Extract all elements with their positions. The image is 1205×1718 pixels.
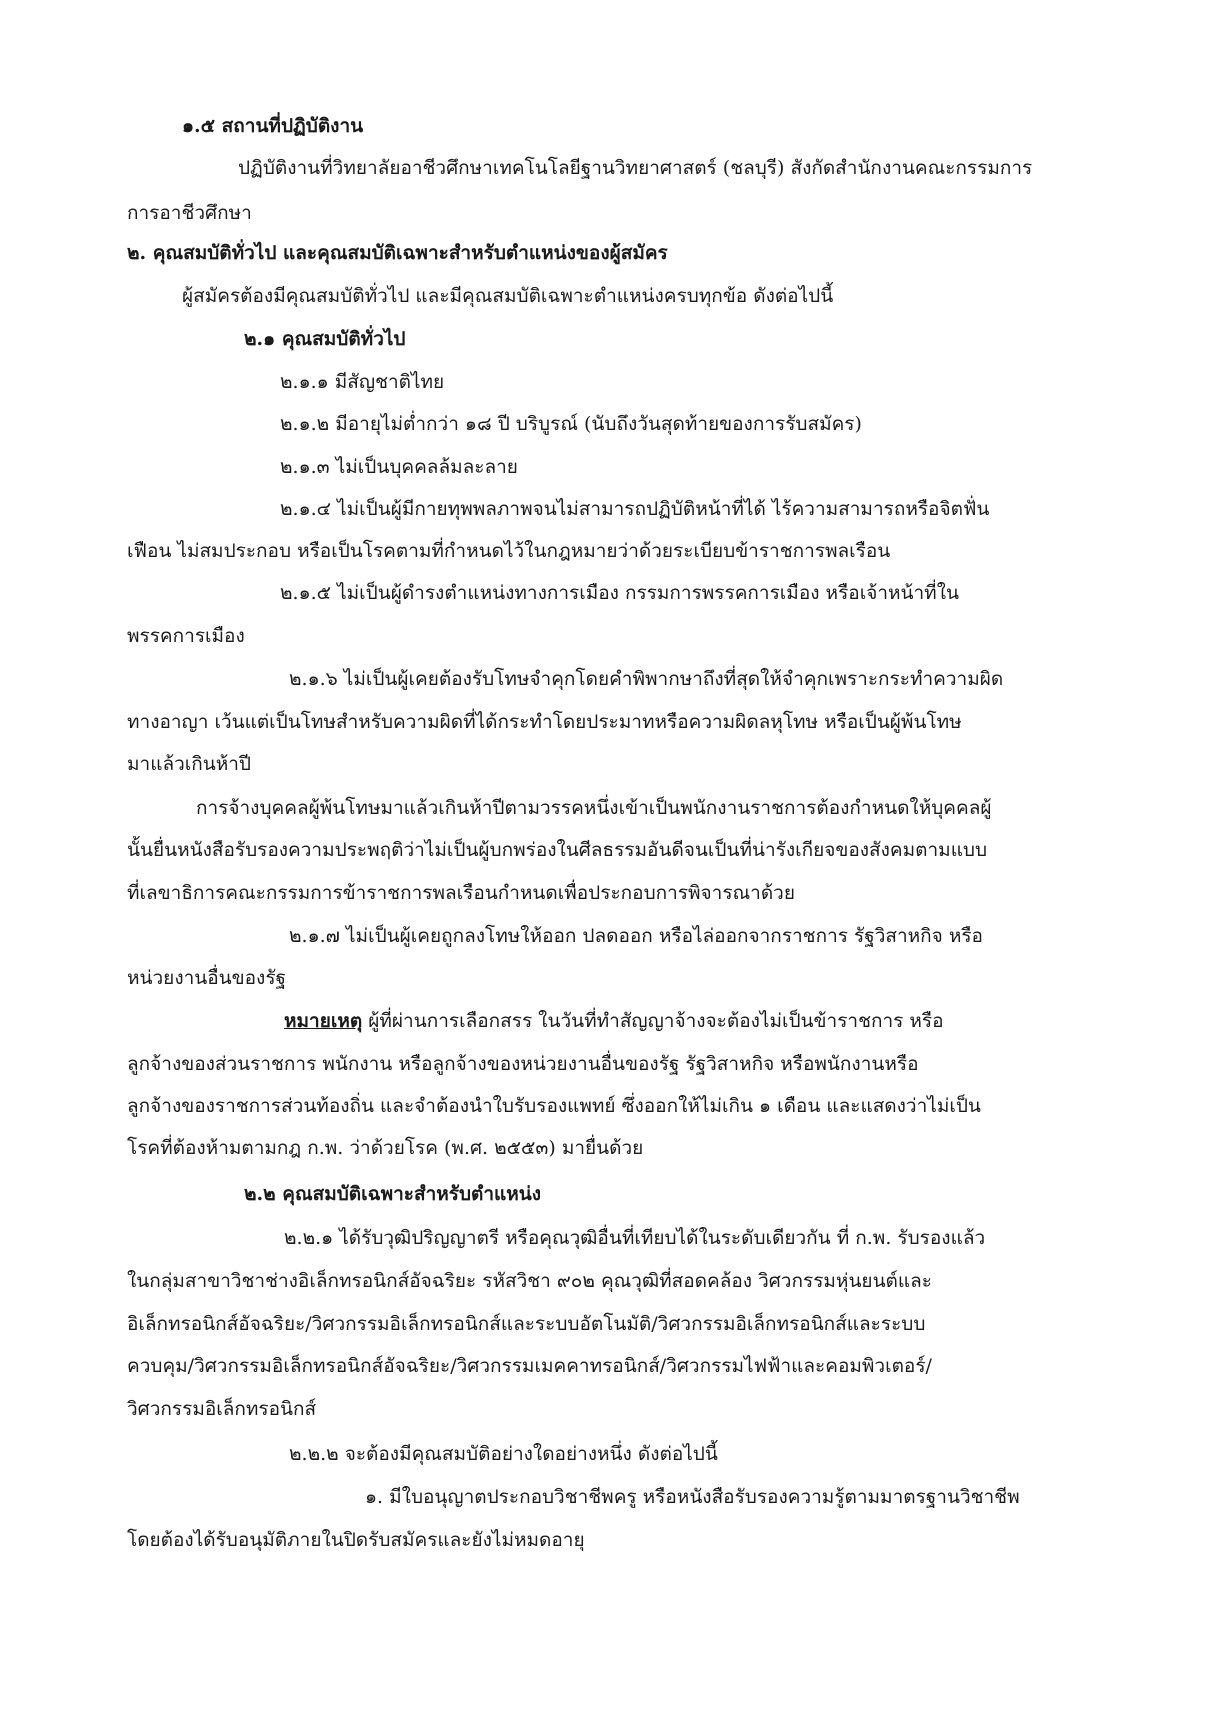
item-2-2-1-line-2: ในกลุ่มสาขาวิชาช่างอิเล็กทรอนิกส์อัจฉริยะ รหัสวิชา ๙๐๒ คุณวุฒิที่สอดคล้อง วิศวกรรมหุ่นยนต์และ <box>127 1270 932 1292</box>
item-2-2-1-line-1: ๒.๒.๑ ได้รับวุฒิปริญญาตรี หรือคุณวุฒิอื่นที่เทียบได้ในระดับเดียวกัน ที่ ก.พ. รับรองแล้ว <box>284 1227 986 1249</box>
item-2-1-6-line-3: มาแล้วเกินห้าปี <box>127 753 251 775</box>
item-2-1-6-line-1: ๒.๑.๖ ไม่เป็นผู้เคยต้องรับโทษจำคุกโดยคำพิพากษาถึงที่สุดให้จำคุกเพราะกระทำความผิด <box>289 668 1004 690</box>
item-2-1-6-line-2: ทางอาญา เว้นแต่เป็นโทษสำหรับความผิดที่ได้กระทำโดยประมาทหรือความผิดลหุโทษ หรือเป็นผู้พ้นโทษ <box>127 711 962 733</box>
note-line-1 <box>284 1008 944 1034</box>
item-2-2-1-line-3: อิเล็กทรอนิกส์อัจฉริยะ/วิศวกรรมอิเล็กทรอนิกส์และระบบอัตโนมัติ/วิศวกรรมอิเล็กทรอนิกส์และระบบ <box>127 1313 926 1335</box>
paragraph-line-1: การจ้างบุคคลผู้พ้นโทษมาแล้วเกินห้าปีตามวรรคหนึ่งเข้าเป็นพนักงานราชการต้องกำหนดให้บุคคลผู้ <box>196 797 992 819</box>
section-2-heading: ๒. คุณสมบัติทั่วไป และคุณสมบัติเฉพาะสำหรับตำแหน่งของผู้สมัคร <box>127 242 668 264</box>
section-1-5-text-line-2: การอาชีวศึกษา <box>127 202 252 224</box>
item-2-2-2-1-line-2: โดยต้องได้รับอนุมัติภายในปิดรับสมัครและยังไม่หมดอายุ <box>127 1529 585 1551</box>
item-2-2-1-line-5: วิศวกรรมอิเล็กทรอนิกส์ <box>127 1398 317 1420</box>
item-2-1-5-line-1: ๒.๑.๕ ไม่เป็นผู้ดำรงตำแหน่งทางการเมือง กรรมการพรรคการเมือง หรือเจ้าหน้าที่ใน <box>280 582 959 604</box>
item-2-1-5-line-2: พรรคการเมือง <box>127 625 245 647</box>
item-2-1-4-line-2: เฟือน ไม่สมประกอบ หรือเป็นโรคตามที่กำหนดไว้ในกฎหมายว่าด้วยระเบียบข้าราชการพลเรือน <box>127 540 891 562</box>
item-2-1-1: ๒.๑.๑ มีสัญชาติไทย <box>280 371 445 393</box>
paragraph-line-3: ที่เลขาธิการคณะกรรมการข้าราชการพลเรือนกำหนดเพื่อประกอบการพิจารณาด้วย <box>127 882 795 904</box>
section-2-1-heading: ๒.๑ คุณสมบัติทั่วไป <box>244 328 406 350</box>
section-2-intro: ผู้สมัครต้องมีคุณสมบัติทั่วไป และมีคุณสมบัติเฉพาะตำแหน่งครบทุกข้อ ดังต่อไปนี้ <box>182 285 834 307</box>
note-text: ผู้ที่ผ่านการเลือกสรร ในวันที่ทำสัญญาจ้างจะต้องไม่เป็นข้าราชการ หรือ <box>362 1010 944 1032</box>
item-2-1-7-line-2: หน่วยงานอื่นของรัฐ <box>127 967 287 989</box>
item-2-1-7-line-1: ๒.๑.๗ ไม่เป็นผู้เคยถูกลงโทษให้ออก ปลดออก หรือไล่ออกจากราชการ รัฐวิสาหกิจ หรือ <box>289 925 983 947</box>
item-2-2-1-line-4: ควบคุม/วิศวกรรมอิเล็กทรอนิกส์อัจฉริยะ/วิศวกรรมเมคคาทรอนิกส์/วิศวกรรมไฟฟ้าและคอมพิวเตอร์/ <box>127 1355 932 1377</box>
note-label: หมายเหตุ <box>284 1010 363 1032</box>
section-1-5-text-line-1: ปฏิบัติงานที่วิทยาลัยอาชีวศึกษาเทคโนโลยีฐานวิทยาศาสตร์ (ชลบุรี) สังกัดสำนักงานคณะกรรมการ <box>238 157 1033 179</box>
paragraph-line-2: นั้นยื่นหนังสือรับรองความประพฤติว่าไม่เป็นผู้บกพร่องในศีลธรรมอันดีจนเป็นที่น่ารังเกียจของสังคมตามแบบ <box>127 839 988 861</box>
note-line-4: โรคที่ต้องห้ามตามกฎ ก.พ. ว่าด้วยโรค (พ.ศ. ๒๕๕๓) มายื่นด้วย <box>127 1137 644 1159</box>
item-2-2-2: ๒.๒.๒ จะต้องมีคุณสมบัติอย่างใดอย่างหนึ่ง ดังต่อไปนี้ <box>289 1443 718 1465</box>
item-2-2-2-1-line-1: ๑. มีใบอนุญาตประกอบวิชาชีพครู หรือหนังสือรับรองความรู้ตามมาตรฐานวิชาชีพ <box>365 1486 1020 1508</box>
item-2-1-4-line-1: ๒.๑.๔ ไม่เป็นผู้มีกายทุพพลภาพจนไม่สามารถปฏิบัติหน้าที่ได้ ไร้ความสามารถหรือจิตฟั่น <box>280 498 990 520</box>
item-2-1-3: ๒.๑.๓ ไม่เป็นบุคคลล้มละลาย <box>280 456 518 478</box>
note-line-2: ลูกจ้างของส่วนราชการ พนักงาน หรือลูกจ้างของหน่วยงานอื่นของรัฐ รัฐวิสาหกิจ หรือพนักงานหรือ <box>127 1053 919 1075</box>
section-2-2-heading: ๒.๒ คุณสมบัติเฉพาะสำหรับตำแหน่ง <box>244 1183 542 1205</box>
note-line-3: ลูกจ้างของราชการส่วนท้องถิ่น และจำต้องนำใบรับรองแพทย์ ซึ่งออกให้ไม่เกิน ๑ เดือน และแสดงว่าไม่เป็น <box>127 1095 981 1117</box>
section-1-5-heading: ๑.๕ สถานที่ปฏิบัติงาน <box>182 115 364 137</box>
item-2-1-2: ๒.๑.๒ มีอายุไม่ต่ำกว่า ๑๘ ปี บริบูรณ์ (นับถึงวันสุดท้ายของการรับสมัคร) <box>280 413 862 435</box>
